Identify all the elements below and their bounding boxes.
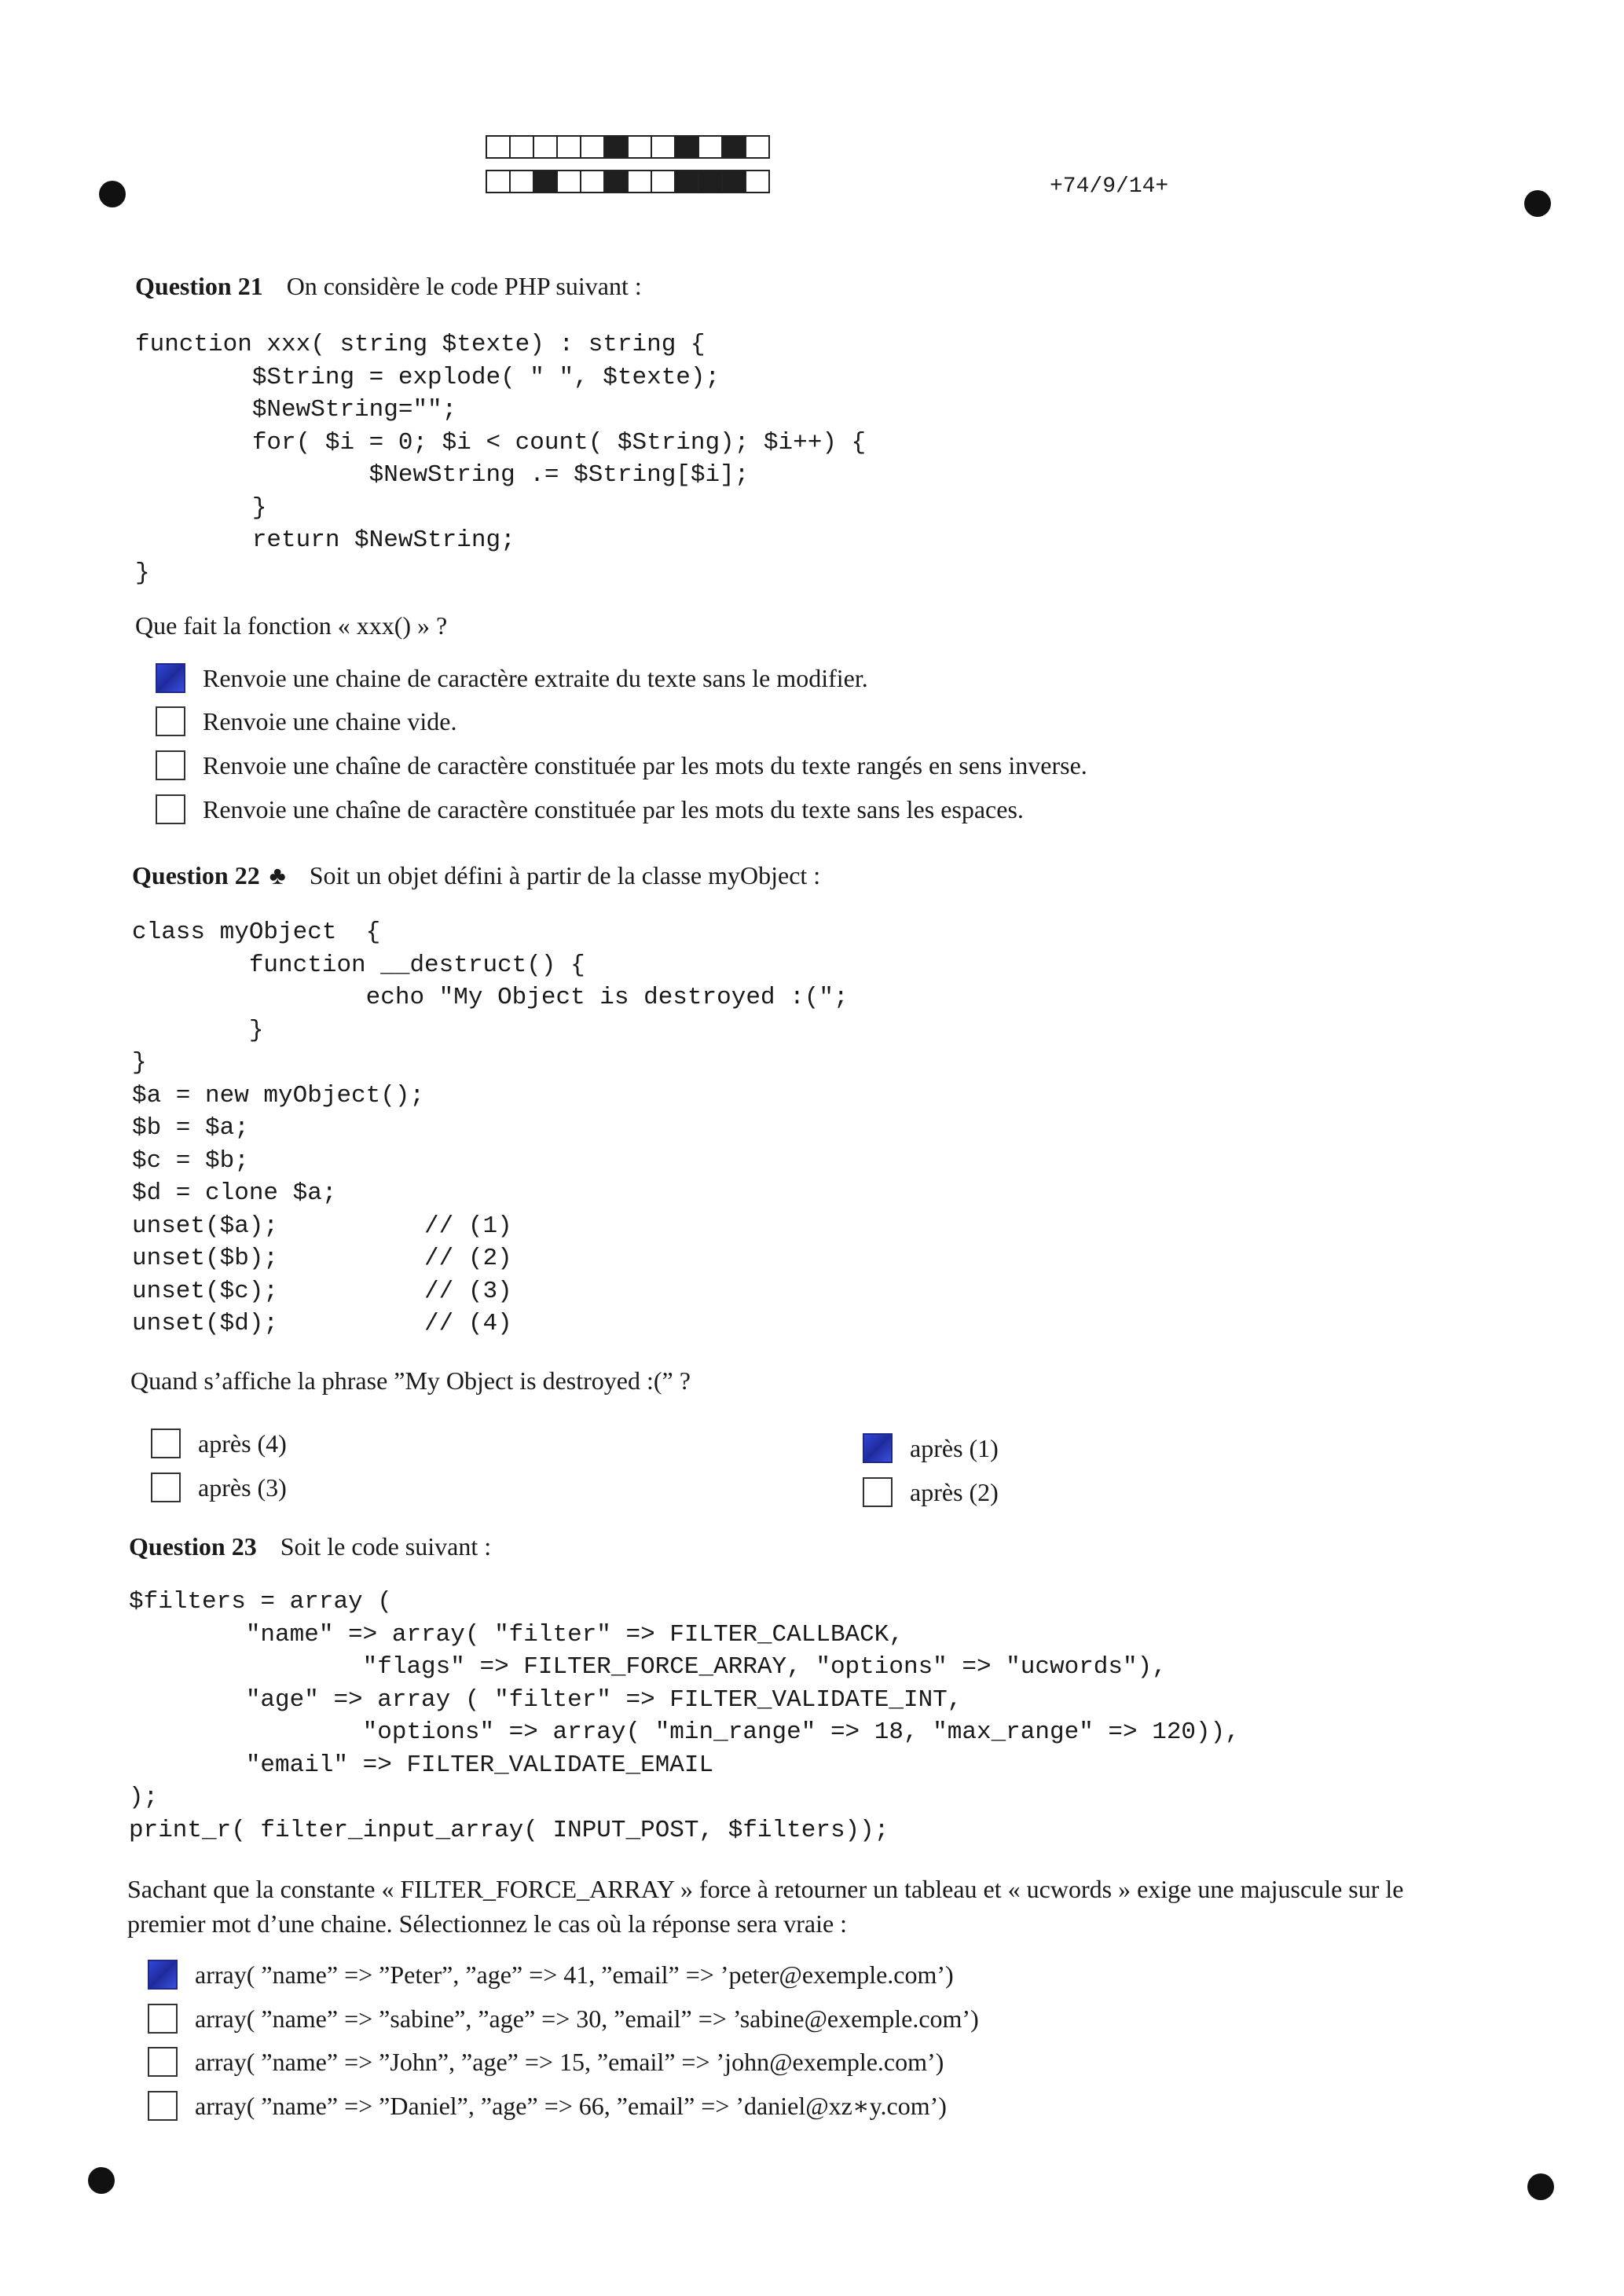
answer-option[interactable] [156,750,1087,780]
question-22-header [132,861,820,890]
barcode-cell [674,170,699,193]
answer-option[interactable] [148,1960,954,1990]
answer-option[interactable] [148,2004,979,2034]
barcode-cell [698,170,723,193]
answer-label: après (1) [910,1433,999,1462]
question-number: Question 22 ♣ [132,861,286,889]
answer-label: Renvoie une chaîne de caractère constituée par les mots du texte rangés en sens inverse. [203,750,1087,779]
answer-option[interactable] [156,794,1024,824]
barcode-cell [533,135,558,159]
answer-option[interactable] [863,1477,999,1507]
answer-checkbox[interactable] [863,1433,893,1463]
answer-checkbox[interactable] [151,1473,181,1502]
answer-checkbox[interactable] [148,2047,178,2077]
barcode-cell [627,170,652,193]
answer-option[interactable] [151,1429,287,1458]
answer-label: array( ”name” => ”sabine”, ”age” => 30, ”email” => ’sabine@exemple.com’) [195,2004,979,2033]
barcode-cell [745,170,770,193]
registration-dot-bottom-left [88,2167,115,2194]
code-block-q21: function xxx( string $texte) : string { $String = explode( " ", $texte); $NewString=""; for( $i = 0; $i < count( $String); $i++) { $NewString .= $String[$i]; } return $NewString; } [135,331,867,587]
sheet-id: +74/9/14+ [1050,174,1169,199]
answer-checkbox[interactable] [151,1429,181,1458]
answer-checkbox[interactable] [148,1960,178,1990]
code-block-q23: $filters = array ( "name" => array( "filter" => FILTER_CALLBACK, "flags" => FILTER_FORCE_ARRAY, "options" => "ucwords"), "age" => array ( "filter" => FILTER_VALIDATE_INT, "options" => array( "min_range" => 18, "max_range" => 120)), "email" => FILTER_VALIDATE_EMAIL ); print_r( filter_input_array( INPUT_POST, $filters)); [129,1588,1240,1844]
answer-label: Renvoie une chaine de caractère extraite du texte sans le modifier. [203,663,868,692]
registration-dot-bottom-right [1527,2173,1554,2200]
question-23-header [129,1532,491,1561]
barcode-cell [580,170,605,193]
barcode-cell [509,170,534,193]
barcode-cell [533,170,558,193]
answer-option[interactable] [148,2047,944,2077]
answer-label: array( ”name” => ”John”, ”age” => 15, ”email” => ’john@exemple.com’) [195,2047,944,2076]
answer-label: Renvoie une chaîne de caractère constituée par les mots du texte sans les espaces. [203,794,1024,823]
barcode-cell [698,135,723,159]
answer-checkbox[interactable] [148,2091,178,2121]
answer-label: après (2) [910,1477,999,1506]
question-21-header [135,272,642,301]
registration-dot-top-right [1524,190,1551,217]
answer-checkbox[interactable] [156,706,185,736]
answer-option[interactable] [151,1473,287,1502]
question-intro: Soit un objet défini à partir de la classe myObject : [309,861,821,889]
barcode-top [486,135,768,159]
question-intro: On considère le code PHP suivant : [286,272,642,300]
answer-option[interactable] [148,2091,947,2121]
barcode-cell [556,135,581,159]
answer-label: array( ”name” => ”Daniel”, ”age” => 66, ”email” => ’daniel@xz∗y.com’) [195,2092,947,2120]
barcode-cell [674,135,699,159]
barcode-cell [556,170,581,193]
answer-option[interactable] [156,706,456,736]
answer-label: après (3) [198,1473,287,1502]
barcode-cell [603,170,629,193]
barcode-cell [603,135,629,159]
code-block-q22: class myObject { function __destruct() { echo "My Object is destroyed :("; } } $a = new myObject(); $b = $a; $c = $b; $d = clone $a; unset($a); // (1) unset($b); // (2) unset($c); // (3) unset($d); // (4) [132,919,849,1337]
question-22-prompt: Quand s’affiche la phrase ”My Object is destroyed :(” ? [130,1366,691,1395]
barcode-cell [509,135,534,159]
answer-label: après (4) [198,1429,287,1458]
question-number: Question 21 [135,272,263,300]
barcode-cell [745,135,770,159]
question-intro: Soit le code suivant : [280,1532,492,1561]
answer-checkbox[interactable] [156,750,185,780]
barcode-bottom [486,170,768,193]
answer-checkbox[interactable] [156,794,185,824]
prompt-line: premier mot d’une chaine. Sélectionnez le cas où la réponse sera vraie : [127,1909,848,1938]
answer-checkbox[interactable] [148,2004,178,2034]
answer-label: Renvoie une chaine vide. [203,706,457,735]
barcode-cell [486,170,511,193]
barcode-cell [651,170,676,193]
answer-checkbox[interactable] [863,1477,893,1507]
barcode-cell [580,135,605,159]
answer-label: array( ”name” => ”Peter”, ”age” => 41, ”email” => ’peter@exemple.com’) [195,1960,954,1989]
barcode-cell [486,135,511,159]
club-marker-icon: ♣ [269,861,286,889]
prompt-line: Sachant que la constante « FILTER_FORCE_ARRAY » force à retourner un tableau et « ucwords » exige une majuscule sur le [127,1875,1404,1903]
barcode-cell [627,135,652,159]
question-21-prompt: Que fait la fonction « xxx() » ? [135,611,448,640]
question-23-prompt [127,1872,1404,1941]
answer-option[interactable] [863,1433,999,1463]
answer-option[interactable] [156,663,868,693]
barcode-cell [721,170,746,193]
question-number: Question 23 [129,1532,257,1561]
barcode-cell [721,135,746,159]
barcode-cell [651,135,676,159]
registration-dot-top-left [99,181,126,207]
answer-checkbox[interactable] [156,663,185,693]
